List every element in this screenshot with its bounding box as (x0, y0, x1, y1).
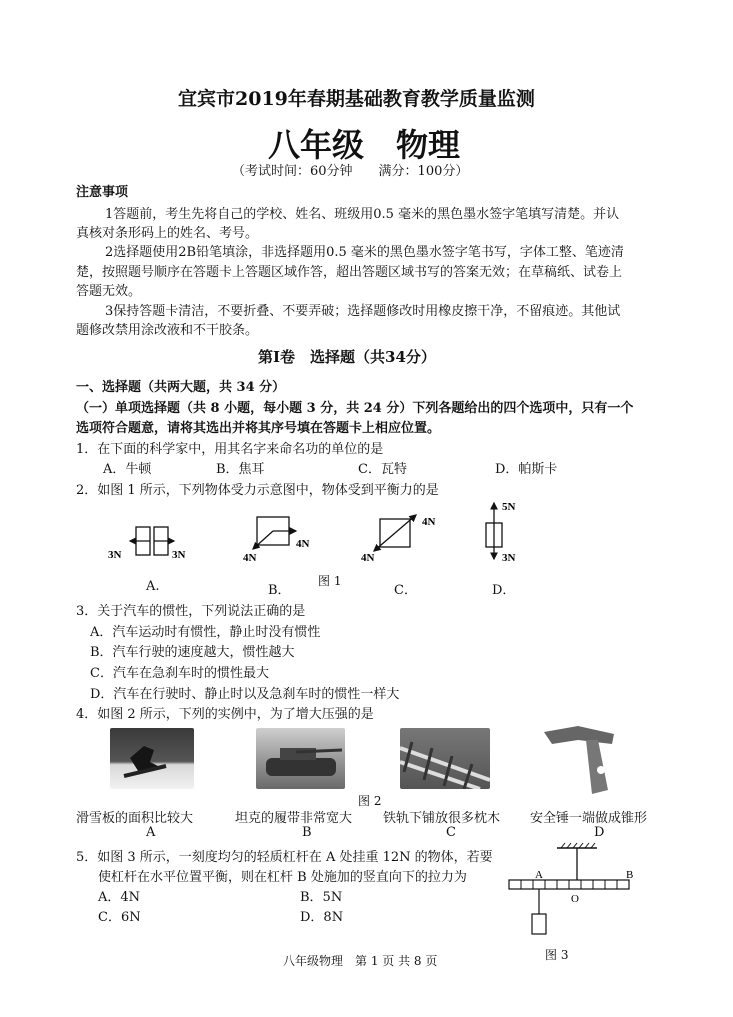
section-title: 第Ⅰ卷 选择题（共34分） (258, 348, 436, 366)
question-5-option-c: C．6N (98, 910, 141, 925)
question-2-option-d: D． (492, 583, 516, 598)
notice-heading: 注意事项 (76, 185, 129, 200)
question-1-option-d: D．帕斯卡 (495, 462, 558, 477)
tank-photo (256, 728, 345, 789)
page-footer: 八年级物理 第 1 页 共 8 页 (283, 954, 438, 968)
lever-point-o: O (571, 893, 579, 905)
part1-instruction: （一）单项选择题（共 8 小题，每小题 3 分，共 24 分）下列各题给出的四个选项中，只有一个 (76, 401, 634, 416)
exam-title: 宜宾市2019年春期基础教育教学质量监测 (178, 88, 535, 110)
safety-hammer-photo (538, 714, 628, 798)
notice-line: 楚，按照题号顺序在答题卡上答题区域作答，超出答题区域书写的答案无效；在草稿纸、试卷上 (76, 265, 623, 280)
question-3-option-c: C．汽车在急刹车时的惯性最大 (90, 666, 269, 681)
question-4-caption-a: 滑雪板的面积比较大 (76, 811, 194, 826)
question-5-stem-cont: 使杠杆在水平位置平衡，则在杠杆 B 处施加的竖直向下的拉力为 (98, 870, 467, 885)
part1-heading: 一、选择题（共两大题，共 34 分） (76, 380, 286, 395)
subject-title: 八年级 物理 (268, 126, 461, 164)
question-4-caption-b: 坦克的履带非常宽大 (235, 811, 353, 826)
question-3-option-a: A．汽车运动时有惯性，静止时没有惯性 (90, 625, 321, 640)
question-5-stem: 5．如图 3 所示，一刻度均匀的轻质杠杆在 A 处挂重 12N 的物体，若要 (76, 850, 493, 865)
question-5-option-a: A．4N (98, 890, 141, 905)
exam-info: （考试时间：60分钟 满分：100分） (232, 164, 469, 179)
figure-2-label: 图 2 (358, 794, 382, 808)
question-4-caption-d: 安全锤一端做成锥形 (530, 811, 648, 826)
question-4-letter-a: A (146, 825, 156, 840)
question-1-option-a: A．牛顿 (103, 462, 152, 477)
question-1-option-c: C．瓦特 (358, 462, 407, 477)
question-4-caption-c: 铁轨下铺放很多枕木 (383, 811, 501, 826)
diagram-b (243, 517, 310, 564)
question-3-option-d: D．汽车在行驶时、静止时以及急刹车时的惯性一样大 (90, 687, 400, 702)
question-3-option-b: B．汽车行驶的速度越大，惯性越大 (90, 645, 295, 660)
notice-line: 答题无效。 (76, 284, 142, 299)
notice-line: 1答题前，考生先将自己的学校、姓名、班级用0.5 毫米的黑色墨水签字笔填写清楚。并认 (105, 207, 620, 222)
question-2-stem: 2．如图 1 所示，下列物体受力示意图中，物体受到平衡力的是 (76, 483, 439, 498)
lever-point-a: A (535, 869, 543, 881)
notice-line: 2选择题使用2B铅笔填涂，非选择题用0.5 毫米的黑色墨水签字笔书写，字体工整、笔迹清 (105, 245, 624, 260)
notice-line: 真核对条形码上的姓名、考号。 (76, 226, 259, 241)
diagram-d (486, 501, 516, 564)
question-5-option-d: D．8N (300, 910, 344, 925)
railway-photo (400, 728, 490, 789)
question-5-option-b: B．5N (300, 890, 343, 905)
lever-point-b: B (626, 869, 634, 881)
question-1-option-b: B．焦耳 (216, 462, 265, 477)
diagram-c (361, 515, 436, 564)
figure-3-label: 图 3 (545, 948, 569, 962)
part1-instruction: 选项符合题意，请将其选出并将其序号填在答题卡上相应位置。 (76, 421, 441, 436)
figure-1-label: 图 1 (318, 574, 342, 588)
question-1-stem: 1．在下面的科学家中，用其名字来命名功的单位的是 (76, 442, 384, 457)
question-4-letter-c: C (446, 825, 456, 840)
snowboard-photo (110, 728, 194, 789)
question-4-letter-d: D (594, 825, 605, 840)
diagram-a (108, 527, 186, 561)
notice-line: 3保持答题卡清洁，不要折叠、不要弄破；选择题修改时用橡皮擦干净，不留痕迹。其他试 (105, 304, 621, 319)
force-label: 5N (502, 501, 516, 513)
figure-3-lever (505, 842, 645, 942)
question-4-stem: 4．如图 2 所示，下列的实例中，为了增大压强的是 (76, 707, 374, 722)
question-3-stem: 3．关于汽车的惯性，下列说法正确的是 (76, 604, 306, 619)
question-4-letter-b: B (302, 825, 312, 840)
force-label: 3N (108, 549, 122, 561)
question-2-option-b: B． (268, 583, 291, 598)
force-label: 4N (361, 552, 375, 564)
force-label: 4N (243, 552, 257, 564)
figure-1-force-diagrams (100, 495, 540, 575)
question-2-option-c: C． (394, 583, 417, 598)
notice-line: 题修改禁用涂改液和不干胶条。 (76, 323, 259, 338)
force-label: 4N (296, 538, 310, 550)
force-label: 3N (172, 549, 186, 561)
question-2-option-a: A. (146, 579, 160, 594)
force-label: 3N (502, 552, 516, 564)
force-label: 4N (422, 516, 436, 528)
